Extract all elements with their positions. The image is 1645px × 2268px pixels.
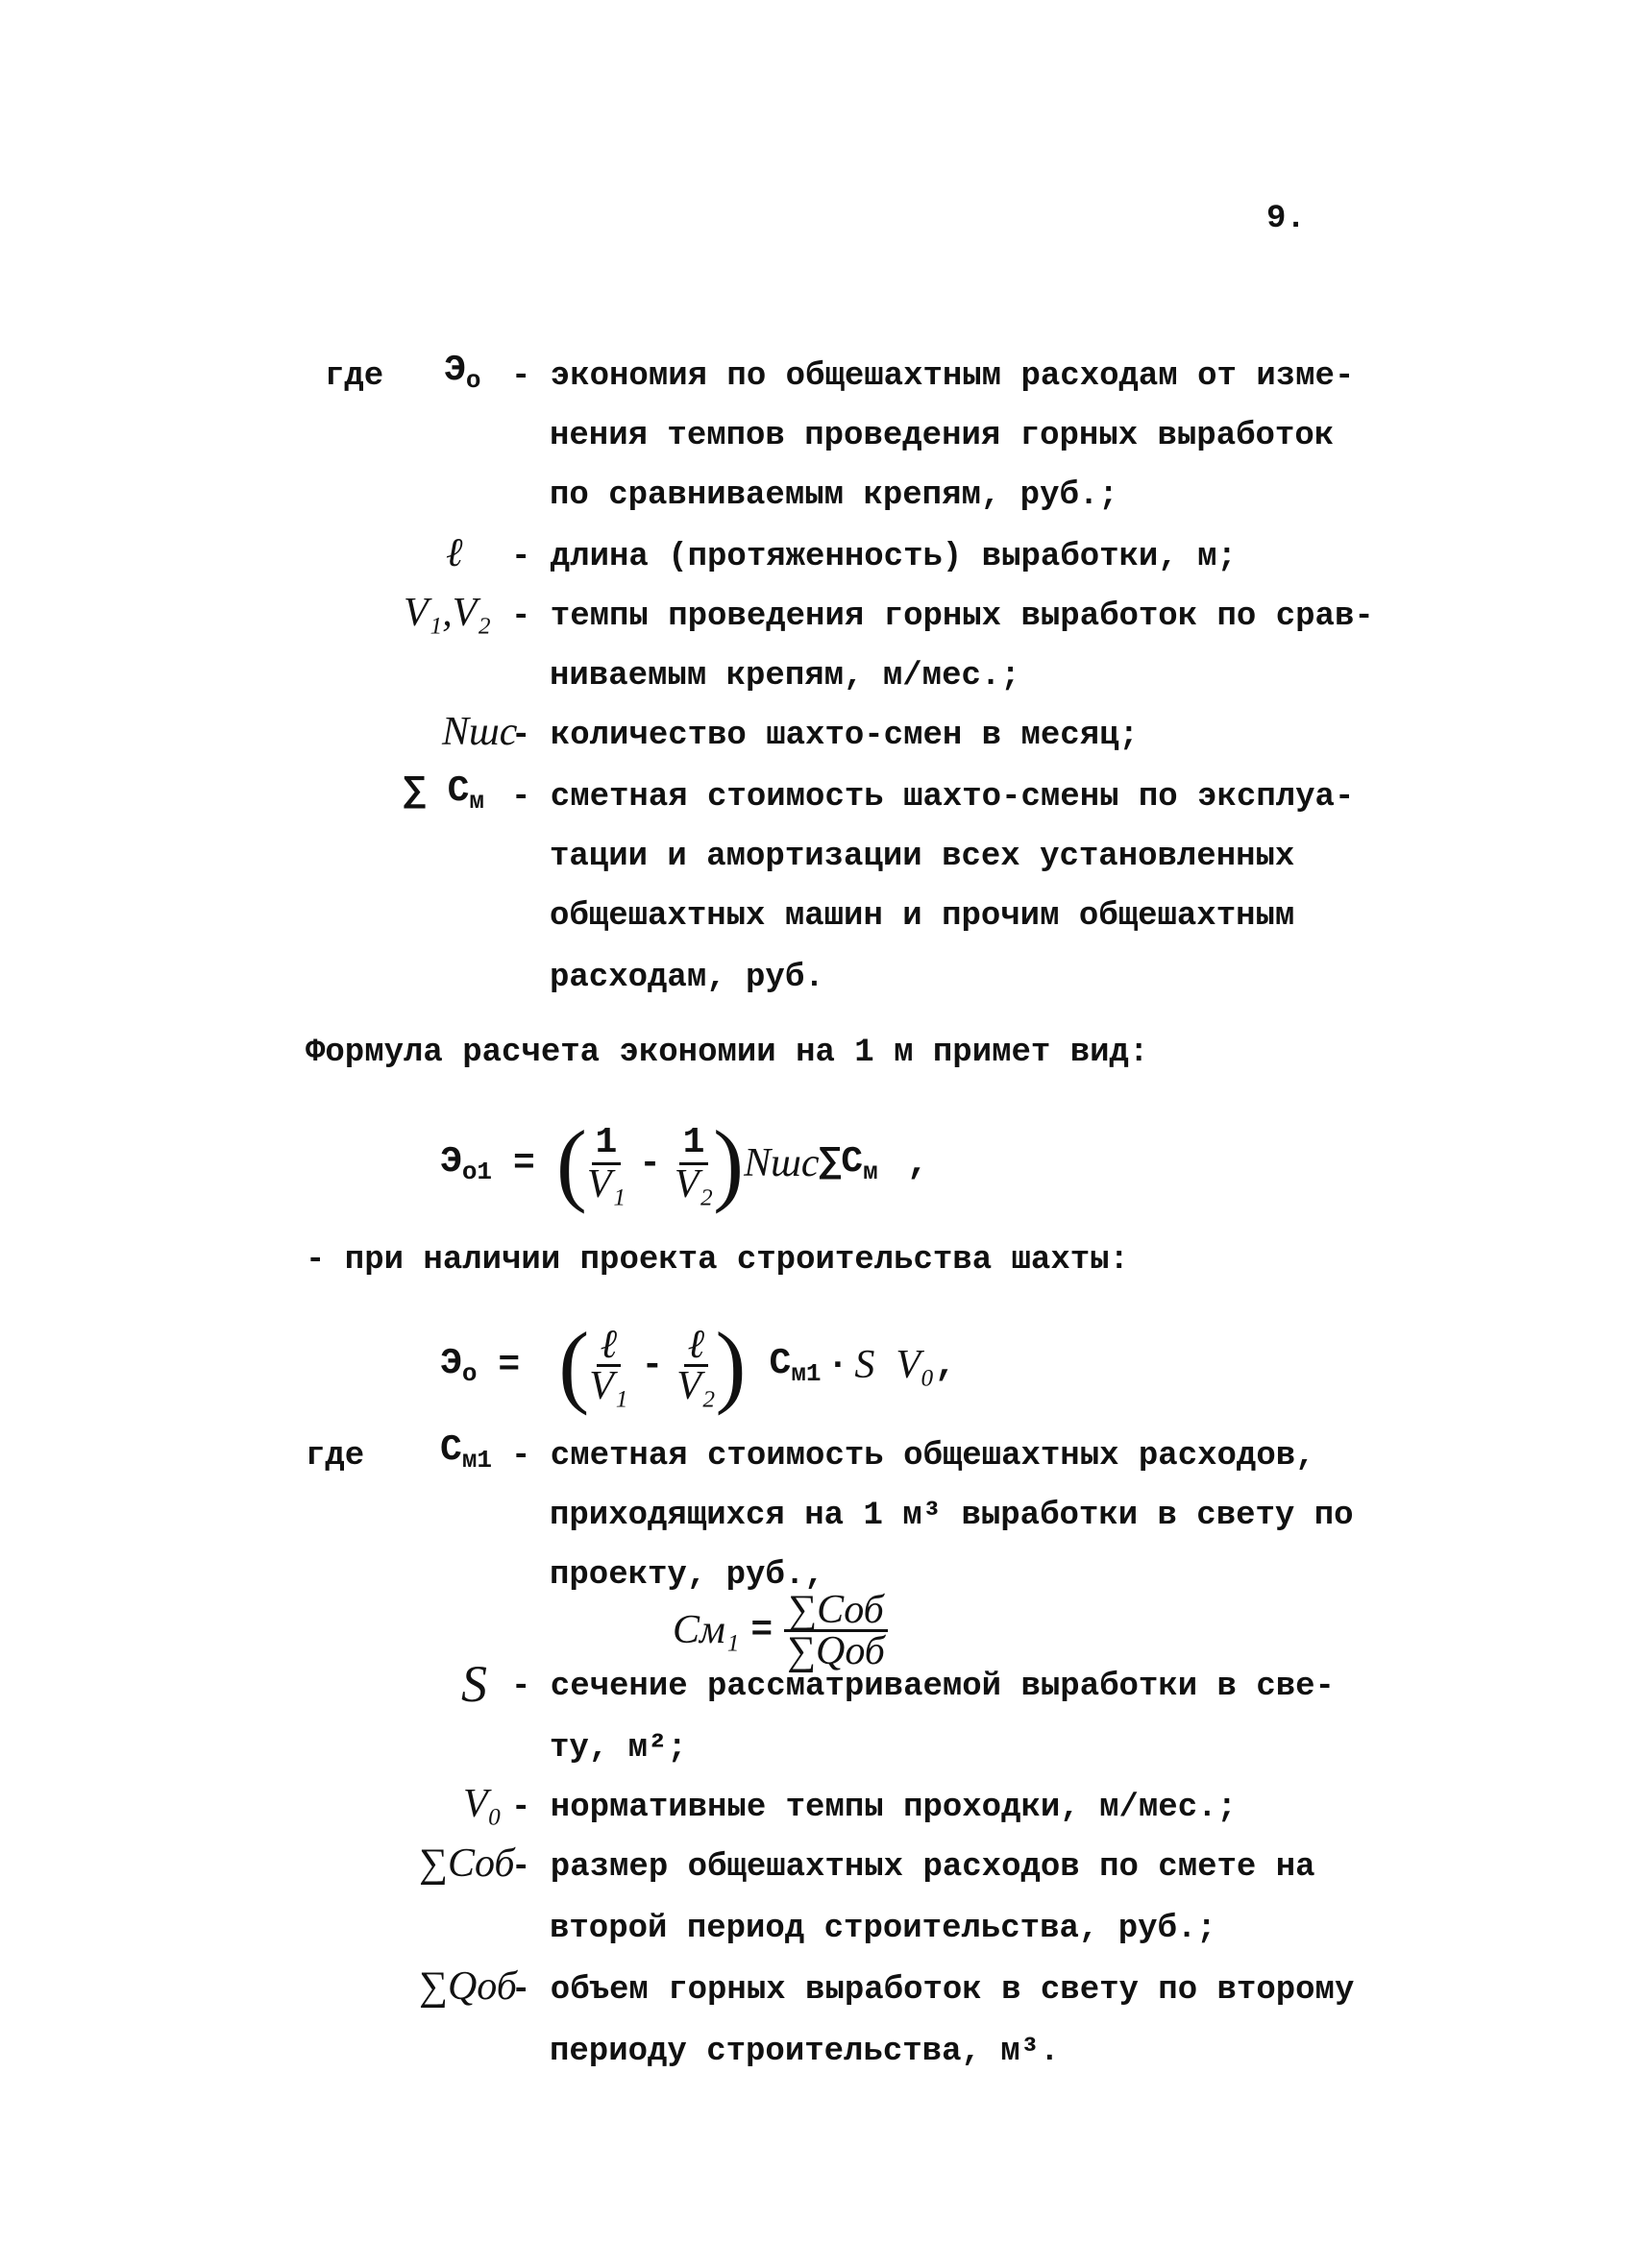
f2-lparen: (	[558, 1313, 590, 1416]
def-sum-qob-line2: периоду строительства, м³.	[550, 2034, 1060, 2070]
f3-eq: =	[750, 1609, 773, 1651]
symbol-v1v2: V₁,V₂	[404, 591, 492, 635]
def-sum-cob-line1: - размер общешахтных расходов по смете на	[511, 1849, 1315, 1886]
f1-comma: ,	[906, 1142, 929, 1184]
formula-2	[440, 1312, 956, 1418]
symbol-nshs: Nшс	[442, 710, 518, 754]
f2-v0: V₀	[896, 1343, 935, 1387]
f1-lparen: (	[555, 1111, 587, 1214]
def-cm1-line1: - сметная стоимость общешахтных расходов,	[511, 1438, 1315, 1475]
def-e0-line1: - экономия по общешахтным расходам от изме-	[511, 358, 1355, 395]
symbol-sum-qob: ∑Qоб	[419, 1964, 517, 2009]
f3-lhs: Cм₁	[673, 1608, 740, 1652]
f2-cm1: $С_{м1}$	[769, 1342, 822, 1388]
def-cm1-line3: проекту, руб.,	[550, 1557, 824, 1594]
f1-nshs: Nшс	[744, 1141, 820, 1185]
f1-minus: -	[639, 1142, 661, 1184]
def-v1v2-line1: - темпы проведения горных выработок по срав-	[511, 598, 1374, 635]
symbol-s: S	[461, 1655, 487, 1713]
f2-lhs: $Э_о$	[440, 1342, 478, 1388]
def-sum-cm-line1: - сметная стоимость шахто-смены по эксплуа-	[511, 779, 1355, 816]
f1-frac2: $\frac{1}{\text{V₂}}$	[674, 1121, 714, 1207]
def-length: - длина (протяженность) выработки, м;	[511, 539, 1237, 575]
symbol-length: ℓ	[446, 531, 463, 575]
symbol-v0: V₀	[463, 1782, 503, 1826]
symbol-e0: $Э_о$	[444, 350, 481, 395]
def-sum-cm-line3: общешахтных машин и прочим общешахтным	[550, 898, 1295, 935]
symbol-sum-cm: ∑ $С_м$	[404, 770, 485, 816]
def-sum-qob-line1: - объем горных выработок в свету по второму	[511, 1972, 1355, 2009]
def-e0-line2: нения темпов проведения горных выработок	[550, 418, 1335, 454]
page-number: 9.	[1266, 201, 1306, 237]
def-sum-cm-line2: тации и амортизации всех установленных	[550, 839, 1295, 875]
def-v0: - нормативные темпы проходки, м/мес.;	[511, 1790, 1237, 1826]
f2-minus: -	[641, 1344, 664, 1386]
def-v1v2-line2: ниваемым крепям, м/мес.;	[550, 658, 1020, 695]
project-line: - при наличии проекта строительства шахты:	[306, 1242, 1129, 1279]
where-label-1: где	[325, 358, 384, 395]
symbol-sum-cob: ∑Cоб	[419, 1841, 515, 1886]
formula-3	[673, 1587, 888, 1673]
symbol-cm1: $С_{м1}$	[440, 1429, 493, 1475]
f2-eq: =	[498, 1344, 521, 1386]
f2-s: S	[854, 1343, 875, 1387]
def-s-line2: ту, м²;	[550, 1730, 687, 1767]
f1-lhs: $Э_{о1}$	[440, 1140, 493, 1186]
f2-comma: ,	[934, 1344, 957, 1386]
def-sum-cm-line4: расходам, руб.	[550, 960, 824, 996]
f2-rparen: )	[715, 1313, 747, 1416]
def-cm1-line2: приходящихся на 1 м³ выработки в свету по	[550, 1498, 1354, 1534]
f2-frac1: $\frac{\text{ℓ}}{\text{V₁}}$	[589, 1322, 628, 1408]
formula-intro: Формула расчета экономии на 1 м примет вид:	[306, 1035, 1149, 1071]
f1-rparen: )	[713, 1111, 745, 1214]
f1-frac1: $\frac{1}{\text{V₁}}$	[586, 1121, 626, 1207]
def-s-line1: - сечение рассматриваемой выработки в све-	[511, 1669, 1335, 1705]
f3-frac: $\frac{\text{∑Cоб}}{\text{∑Qоб}}$	[784, 1591, 888, 1671]
def-nshs: - количество шахто-смен в месяц;	[511, 718, 1139, 754]
formula-1	[440, 1110, 929, 1216]
f1-eq: =	[513, 1142, 535, 1184]
def-sum-cob-line2: второй период строительства, руб.;	[550, 1911, 1216, 1947]
f2-dot: ·	[826, 1344, 849, 1386]
def-e0-line3: по сравниваемым крепям, руб.;	[550, 477, 1118, 514]
where-label-2: где	[306, 1438, 365, 1475]
f1-sum: $\sum С_м$	[819, 1140, 878, 1186]
f2-frac2: $\frac{\text{ℓ}}{\text{V₂}}$	[676, 1322, 716, 1408]
